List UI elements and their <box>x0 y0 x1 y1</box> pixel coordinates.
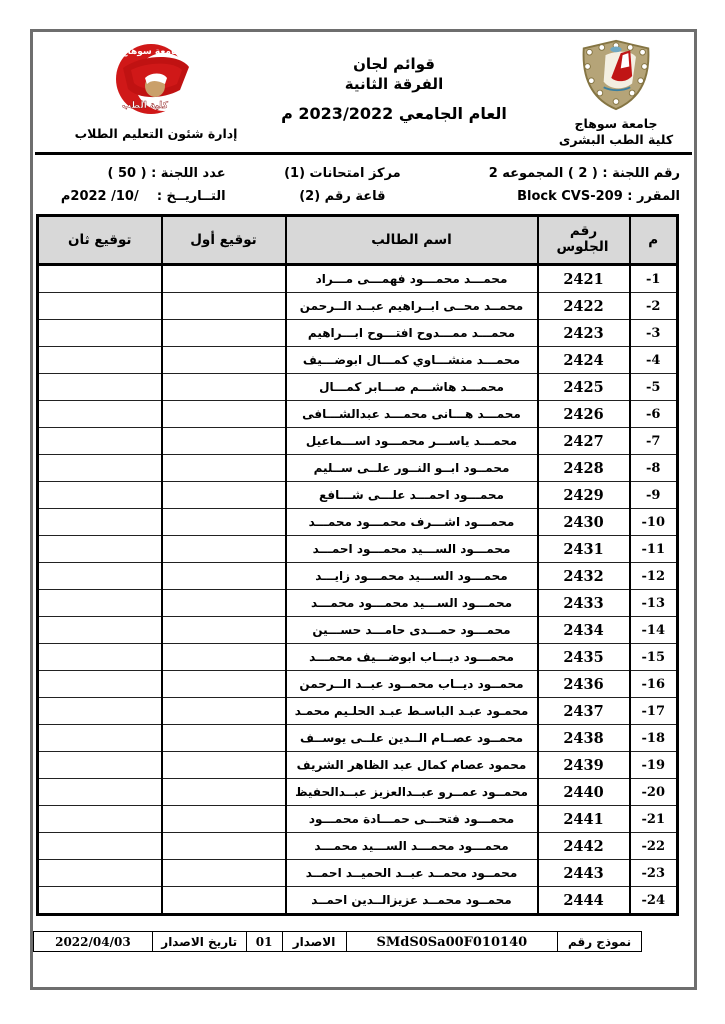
table-row <box>38 265 678 293</box>
serial-number-cell: -20 <box>630 779 678 806</box>
second-signature-cell <box>38 401 162 428</box>
seat-number-cell: 2441 <box>538 806 630 833</box>
first-signature-cell <box>162 509 286 536</box>
table-row <box>38 860 678 887</box>
second-signature-cell <box>38 563 162 590</box>
second-signature-cell <box>38 428 162 455</box>
table-row <box>38 509 678 536</box>
student-name-cell: محمـــود الســـيد محمـــود زايـــد <box>286 563 538 590</box>
second-signature-cell <box>38 806 162 833</box>
crescent-logo-bottom-text: كلية الطب <box>122 101 168 111</box>
exam-date: التــاريــخ : /10/ 2022م <box>60 189 226 204</box>
first-signature-cell <box>162 265 286 293</box>
students-table <box>36 214 679 916</box>
first-signature-cell <box>162 590 286 617</box>
table-row <box>38 833 678 860</box>
seat-number-cell: 2440 <box>538 779 630 806</box>
seat-number-cell: 2442 <box>538 833 630 860</box>
table-row <box>38 806 678 833</box>
serial-number-cell: -15 <box>630 644 678 671</box>
issue-date-label: تاريخ الاصدار <box>153 931 247 952</box>
serial-number-cell: -23 <box>630 860 678 887</box>
serial-number-cell: -8 <box>630 455 678 482</box>
first-signature-cell <box>162 320 286 347</box>
serial-number-cell: -11 <box>630 536 678 563</box>
student-name-cell: محمــود ابــو النــور علــى ســليم <box>286 455 538 482</box>
seat-number-cell: 2435 <box>538 644 630 671</box>
second-signature-cell <box>38 455 162 482</box>
second-signature-cell <box>38 617 162 644</box>
second-signature-cell <box>38 293 162 320</box>
seat-number-cell: 2438 <box>538 725 630 752</box>
page-header <box>33 32 694 152</box>
student-name-cell: محمـود عبـد الباسـط عبـد الحلـيم محمـد <box>286 698 538 725</box>
seat-number-cell: 2431 <box>538 536 630 563</box>
first-signature-cell <box>162 644 286 671</box>
crescent-logo-top-text: جامعة سوهاج <box>121 47 181 57</box>
table-row <box>38 536 678 563</box>
form-number-label: نموذج رقم <box>558 931 642 952</box>
first-signature-cell <box>162 617 286 644</box>
column-header-student-name: اسم الطالب <box>286 216 538 265</box>
table-row <box>38 725 678 752</box>
second-signature-cell <box>38 752 162 779</box>
student-name-cell: محمـــود ديـــاب ابوضـــيف محمـــد <box>286 644 538 671</box>
seat-number-cell: 2436 <box>538 671 630 698</box>
table-row <box>38 671 678 698</box>
first-signature-cell <box>162 455 286 482</box>
issue-date-value: 2022/04/03 <box>33 931 153 952</box>
form-number-code: SMdS0Sa00F010140 <box>347 931 559 952</box>
student-name-cell: محمــود محمــد عزيزالــدين احمــد <box>286 887 538 915</box>
form-footer-bar <box>33 931 642 952</box>
first-signature-cell <box>162 401 286 428</box>
serial-number-cell: -10 <box>630 509 678 536</box>
seat-number-cell: 2428 <box>538 455 630 482</box>
column-header-second-signature: توقيع ثان <box>38 216 162 265</box>
student-name-cell: محمـــد محمـــود فهمـــى مـــراد <box>286 265 538 293</box>
serial-number-cell: -3 <box>630 320 678 347</box>
table-row <box>38 482 678 509</box>
first-signature-cell <box>162 860 286 887</box>
university-name-caption: جامعة سوهاج <box>574 116 658 131</box>
student-name-cell: محمــود ديــاب محمــود عبــد الــرحمن <box>286 671 538 698</box>
student-name-cell: محمــود محمــد عبــد الحميــد احمــد <box>286 860 538 887</box>
serial-number-cell: -19 <box>630 752 678 779</box>
title-line-academic-year: العام الجامعي 2023/2022 م <box>281 103 507 123</box>
committee-count: عدد اللجنة : ( 50 ) <box>107 166 226 181</box>
table-row <box>38 590 678 617</box>
document-title <box>244 54 544 123</box>
student-name-cell: محمـــود الســـيد محمـــود احمـــد <box>286 536 538 563</box>
table-row <box>38 374 678 401</box>
exam-center: مركز امتحانات (1) <box>284 166 401 181</box>
page-frame <box>30 29 697 990</box>
second-signature-cell <box>38 265 162 293</box>
student-name-cell: محمود عصام كمال عبد الظاهر الشريف <box>286 752 538 779</box>
course-code: المقرر : Block CVS-209 <box>517 189 680 204</box>
serial-number-cell: -13 <box>630 590 678 617</box>
second-signature-cell <box>38 725 162 752</box>
first-signature-cell <box>162 833 286 860</box>
table-row <box>38 428 678 455</box>
student-name-cell: محمـــود حمـــدى حامـــد حســـين <box>286 617 538 644</box>
table-row <box>38 293 678 320</box>
second-signature-cell <box>38 644 162 671</box>
table-row <box>38 752 678 779</box>
serial-number-cell: -9 <box>630 482 678 509</box>
first-signature-cell <box>162 428 286 455</box>
table-row <box>38 698 678 725</box>
seat-number-cell: 2433 <box>538 590 630 617</box>
column-header-serial: م <box>630 216 678 265</box>
second-signature-cell <box>38 698 162 725</box>
serial-number-cell: -12 <box>630 563 678 590</box>
table-row <box>38 779 678 806</box>
seat-number-cell: 2430 <box>538 509 630 536</box>
first-signature-cell <box>162 752 286 779</box>
sohag-university-shield-icon <box>573 38 659 112</box>
table-row <box>38 644 678 671</box>
second-signature-cell <box>38 887 162 915</box>
seat-number-cell: 2422 <box>538 293 630 320</box>
seat-number-cell: 2421 <box>538 265 630 293</box>
student-name-cell: محمـــد منشـــاوي كمـــال ابوضـــيف <box>286 347 538 374</box>
table-row <box>38 401 678 428</box>
university-logo-block <box>550 38 682 147</box>
info-row-1 <box>43 162 680 185</box>
student-affairs-caption: إدارة شئون التعليم الطلاب <box>74 126 238 141</box>
issue-number: 01 <box>247 931 283 952</box>
student-name-cell: محمــود عصــام الــدين علــى يوســف <box>286 725 538 752</box>
student-name-cell: محمـــود الســـيد محمـــود محمـــد <box>286 590 538 617</box>
table-row <box>38 347 678 374</box>
student-name-cell: محمـــود فتحـــى حمـــادة محمـــود <box>286 806 538 833</box>
second-signature-cell <box>38 509 162 536</box>
second-signature-cell <box>38 671 162 698</box>
serial-number-cell: -5 <box>630 374 678 401</box>
student-affairs-logo-block <box>61 40 251 141</box>
seat-number-cell: 2425 <box>538 374 630 401</box>
second-signature-cell <box>38 347 162 374</box>
seat-number-cell: 2429 <box>538 482 630 509</box>
first-signature-cell <box>162 887 286 915</box>
second-signature-cell <box>38 482 162 509</box>
first-signature-cell <box>162 293 286 320</box>
student-name-cell: محمـــود احمـــد علـــى شـــافع <box>286 482 538 509</box>
second-signature-cell <box>38 833 162 860</box>
students-table-header <box>38 216 678 265</box>
student-name-cell: محمـــود اشـــرف محمـــود محمـــد <box>286 509 538 536</box>
title-line-grade: الفرقة الثانية <box>344 75 444 94</box>
table-row <box>38 320 678 347</box>
student-name-cell: محمــود عمــرو عبــدالعزيز عبــدالحفيظ <box>286 779 538 806</box>
first-signature-cell <box>162 671 286 698</box>
serial-number-cell: -16 <box>630 671 678 698</box>
serial-number-cell: -22 <box>630 833 678 860</box>
second-signature-cell <box>38 590 162 617</box>
column-header-seat-number: رقم الجلوس <box>538 216 630 265</box>
first-signature-cell <box>162 374 286 401</box>
table-row <box>38 563 678 590</box>
second-signature-cell <box>38 374 162 401</box>
serial-number-cell: -6 <box>630 401 678 428</box>
table-row <box>38 455 678 482</box>
seat-number-cell: 2443 <box>538 860 630 887</box>
student-name-cell: محمـــد هاشـــم صـــابر كمـــال <box>286 374 538 401</box>
seat-number-cell: 2424 <box>538 347 630 374</box>
serial-number-cell: -4 <box>630 347 678 374</box>
serial-number-cell: -2 <box>630 293 678 320</box>
hall-number: قاعة رقم (2) <box>299 189 386 204</box>
second-signature-cell <box>38 320 162 347</box>
seat-number-cell: 2439 <box>538 752 630 779</box>
second-signature-cell <box>38 779 162 806</box>
seat-number-cell: 2432 <box>538 563 630 590</box>
first-signature-cell <box>162 563 286 590</box>
serial-number-cell: -1 <box>630 265 678 293</box>
students-table-body <box>38 265 678 915</box>
first-signature-cell <box>162 725 286 752</box>
column-header-first-signature: توقيع أول <box>162 216 286 265</box>
second-signature-cell <box>38 860 162 887</box>
first-signature-cell <box>162 698 286 725</box>
serial-number-cell: -24 <box>630 887 678 915</box>
issue-label: الاصدار <box>283 931 347 952</box>
serial-number-cell: -21 <box>630 806 678 833</box>
seat-number-cell: 2423 <box>538 320 630 347</box>
first-signature-cell <box>162 779 286 806</box>
first-signature-cell <box>162 347 286 374</box>
info-row-2 <box>43 185 680 208</box>
student-name-cell: محمـــد هـــانى محمـــد عبدالشـــافى <box>286 401 538 428</box>
first-signature-cell <box>162 536 286 563</box>
serial-number-cell: -17 <box>630 698 678 725</box>
student-name-cell: محمـــود محمـــد الســـيد محمـــد <box>286 833 538 860</box>
table-row <box>38 887 678 915</box>
student-name-cell: محمـــد ياســـر محمـــود اســـماعيل <box>286 428 538 455</box>
seat-number-cell: 2444 <box>538 887 630 915</box>
faculty-name-caption: كلية الطب البشرى <box>558 131 674 147</box>
first-signature-cell <box>162 806 286 833</box>
table-row <box>38 617 678 644</box>
title-line-committees: قوائم لجان <box>353 55 435 73</box>
seat-number-cell: 2434 <box>538 617 630 644</box>
exam-info-section <box>33 155 694 212</box>
serial-number-cell: -18 <box>630 725 678 752</box>
second-signature-cell <box>38 536 162 563</box>
student-name-cell: محمـــد ممـــدوح افتـــوح ابـــراهيم <box>286 320 538 347</box>
student-name-cell: محمــد محــى ابــراهيم عبــد الــرحمن <box>286 293 538 320</box>
seat-number-cell: 2427 <box>538 428 630 455</box>
serial-number-cell: -7 <box>630 428 678 455</box>
committee-number: رقم اللجنة : ( 2 ) المجموعه 2 <box>488 166 680 181</box>
first-signature-cell <box>162 482 286 509</box>
medicine-crescent-icon <box>87 40 225 120</box>
seat-number-cell: 2437 <box>538 698 630 725</box>
serial-number-cell: -14 <box>630 617 678 644</box>
seat-number-cell: 2426 <box>538 401 630 428</box>
